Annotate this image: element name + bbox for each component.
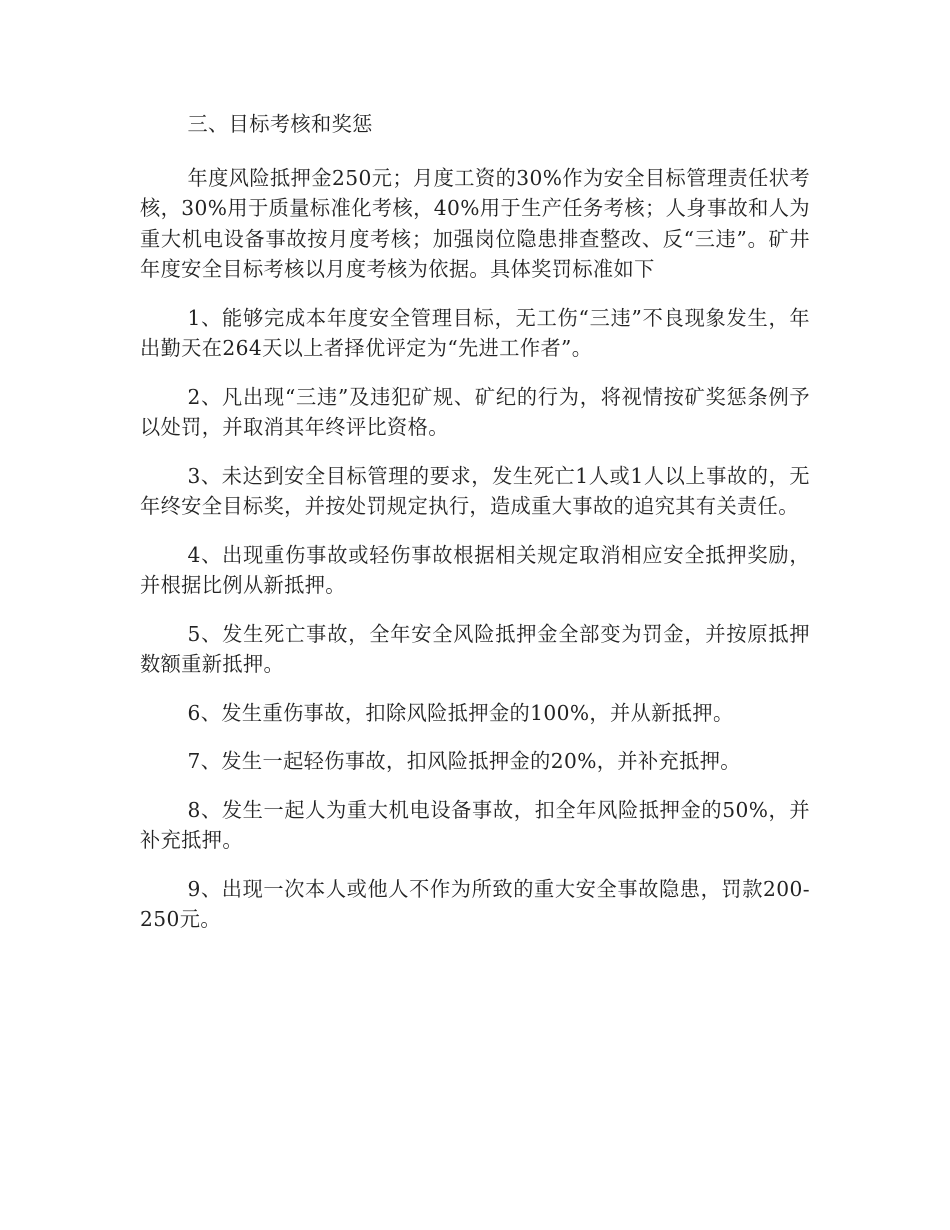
rule-item-6: 6、发生重伤事故，扣除风险抵押金的100%，并从新抵押。	[187, 700, 734, 725]
rule-item-7: 7、发生一起轻伤事故，扣风险抵押金的20%，并补充抵押。	[187, 749, 741, 773]
rule-item-9: 9、出现一次本人或他人不作为所致的重大安全事故隐患，罚款200-250元。	[140, 876, 810, 931]
section-heading: 三、目标考核和奖惩	[187, 112, 373, 136]
rule-item-2: 2、凡出现“三违”及违犯矿规、矿纪的行为，将视情按矿奖惩条例予以处罚，并取消其年终评比资格。	[140, 384, 810, 439]
rule-item-4: 4、出现重伤事故或轻伤事故根据相关规定取消相应安全抵押奖励，并根据比例从新抵押。	[140, 542, 810, 597]
rule-item-3: 3、未达到安全目标管理的要求，发生死亡1人或1人以上事故的，无年终安全目标奖，并按处罚规定执行，造成重大事故的追究其有关责任。	[140, 463, 810, 518]
rule-item-8: 8、发生一起人为重大机电设备事故，扣全年风险抵押金的50%，并补充抵押。	[140, 797, 810, 852]
document-body	[140, 109, 810, 953]
rule-item-5: 5、发生死亡事故，全年安全风险抵押金全部变为罚金，并按原抵押数额重新抵押。	[140, 621, 810, 676]
rule-item-1: 1、能够完成本年度安全管理目标，无工伤“三违”不良现象发生，年出勤天在264天以上者择优评定为“先进工作者”。	[140, 305, 810, 360]
intro-paragraph: 年度风险抵押金250元；月度工资的30%作为安全目标管理责任状考核，30%用于质量标准化考核，40%用于生产任务考核；人身事故和人为重大机电设备事故按月度考核；加强岗位隐患排查整改、反“三违”。矿井年度安全目标考核以月度考核为依据。具体奖罚标准如下	[140, 165, 810, 281]
